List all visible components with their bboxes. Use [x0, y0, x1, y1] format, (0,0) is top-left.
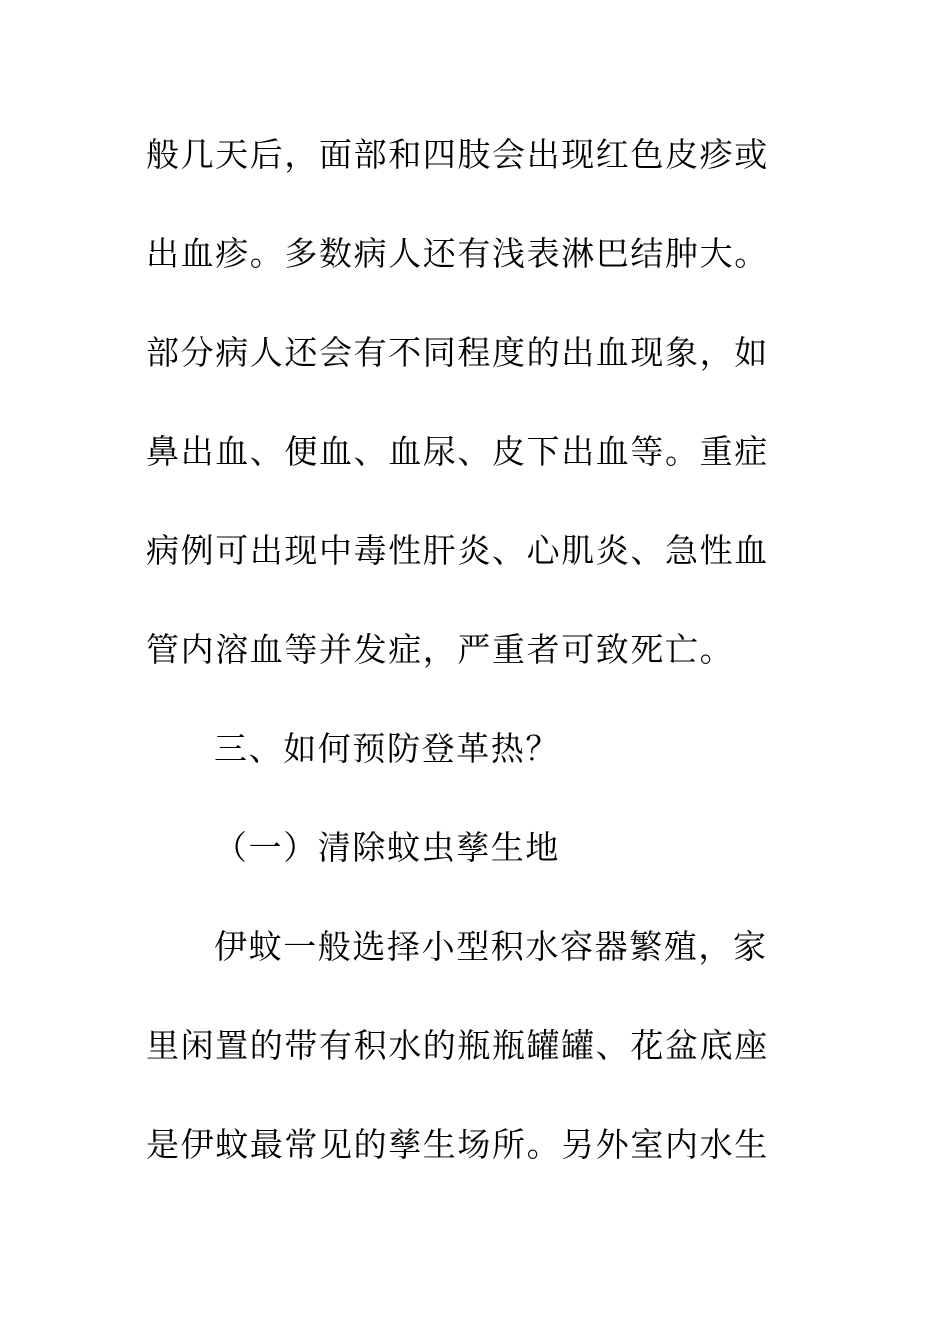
- body-text-line: 伊蚊一般选择小型积水容器繁殖，家: [214, 927, 768, 966]
- body-text-line: 部分病人还会有不同程度的出血现象，如: [146, 333, 769, 372]
- body-text-line: 鼻出血、便血、血尿、皮下出血等。重症: [146, 432, 769, 471]
- body-text-line: 里闲置的带有积水的瓶瓶罐罐、花盆底座: [146, 1026, 769, 1065]
- subsection-heading: （一）清除蚊虫孳生地: [214, 828, 560, 867]
- body-text-line: 病例可出现中毒性肝炎、心肌炎、急性血: [146, 531, 769, 570]
- body-text-line: 出血疹。多数病人还有浅表淋巴结肿大。: [146, 234, 769, 273]
- body-text-line: 是伊蚊最常见的孳生场所。另外室内水生: [146, 1125, 769, 1164]
- section-heading: 三、如何预防登革热？: [214, 729, 560, 768]
- body-text-line: 管内溶血等并发症，严重者可致死亡。: [146, 630, 735, 669]
- body-text-line: 般几天后，面部和四肢会出现红色皮疹或: [146, 135, 769, 174]
